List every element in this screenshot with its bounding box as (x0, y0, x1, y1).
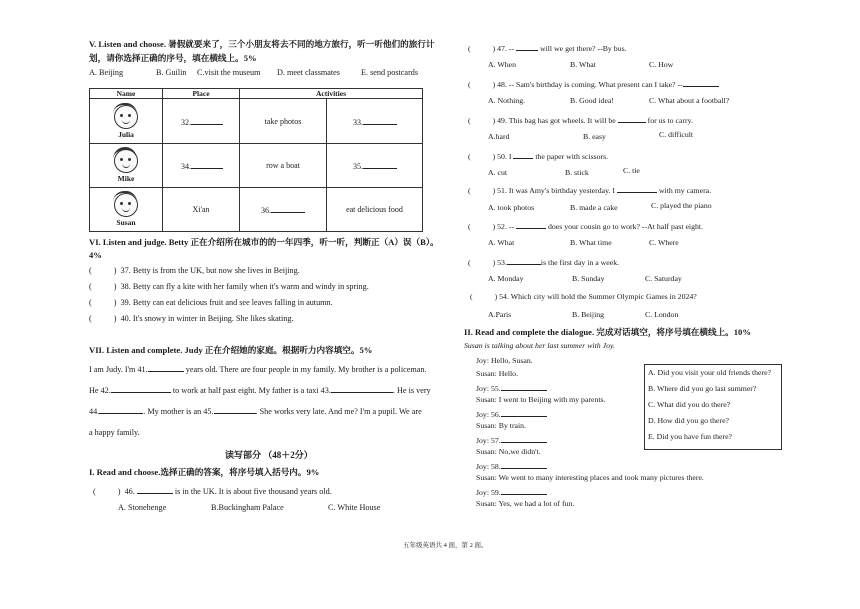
option: B. Beijing (572, 310, 605, 319)
text: to work at half past eight. My father is a taxi 43. (172, 386, 331, 395)
girl-avatar-icon (114, 105, 138, 129)
blank-35: 35. (353, 162, 363, 171)
answer-line[interactable] (513, 150, 533, 159)
option: B. Good idea! (570, 96, 614, 105)
text: Joy: 57. (476, 436, 501, 445)
section-5-title-cont: 划，请你选择正确的序号，填在横线上。5% (89, 53, 257, 63)
dialogue-line (476, 408, 547, 419)
answer-line[interactable] (617, 184, 657, 193)
text: with my camera. (658, 186, 712, 195)
option: B.Buckingham Palace (211, 503, 284, 512)
header-name: Name (90, 89, 163, 99)
option: B. What (570, 60, 596, 69)
text: 51. It was Amy's birthday yesterday. I (497, 186, 615, 195)
activities-table (89, 88, 423, 232)
text: 52. -- (497, 222, 515, 231)
answer-line[interactable] (111, 384, 171, 393)
blank-36: 36. (261, 206, 271, 215)
question-52: ( ) 52. -- does your cousin go to work? --At half past eight. (468, 222, 703, 231)
text: . She works very late. And me? I'm a pupil. We are (255, 407, 422, 416)
option: C. How (649, 60, 674, 69)
option: B. Sunday (572, 274, 605, 283)
box-option: D. How did you go there? (648, 416, 729, 425)
answer-line[interactable] (148, 363, 184, 372)
girl-avatar-icon (114, 193, 138, 217)
text: is the first day in a week. (540, 258, 620, 267)
option: A. What (488, 238, 515, 247)
question-49: ( ) 49. This bag has got wheels. It will be for us to carry. (468, 116, 693, 125)
text: 50. I (497, 152, 512, 161)
option: C. Saturday (645, 274, 682, 283)
activity-cell: row a boat (240, 144, 327, 188)
answer-line[interactable] (191, 160, 223, 169)
blank-34: 34. (181, 162, 191, 171)
option: A.hard (488, 132, 510, 141)
answer-line[interactable] (507, 256, 541, 265)
section-1-title: I. Read and choose.选择正确的答案，将序号填入括号内。9% (89, 467, 320, 477)
text: Joy: 58. (476, 462, 501, 471)
option: C. tie (623, 166, 640, 175)
dialogue-line (476, 486, 547, 497)
dialogue-intro: Susan is talking about her last summer with Joy. (464, 341, 615, 350)
boy-avatar-icon (114, 149, 138, 173)
student-cell (90, 99, 163, 144)
section-7-title: VII. Listen and complete. Judy 正在介绍她的家庭。根据听力内容填空。5% (89, 345, 373, 355)
student-name: Julia (118, 129, 134, 139)
paragraph-line (89, 405, 422, 416)
blank-33: 33. (353, 117, 363, 127)
option: C. What about a football? (649, 96, 730, 105)
text: 47. -- (497, 44, 515, 53)
place-cell: Xi'an (163, 188, 240, 232)
answer-line[interactable] (331, 384, 393, 393)
text: Joy: 55. (476, 384, 501, 393)
student-cell (90, 144, 163, 188)
dialogue-line: Susan: Hello. (476, 369, 519, 378)
answer-line[interactable] (516, 220, 546, 229)
question-47: ( ) 47. -- will we get there? --By bus. (468, 44, 627, 53)
text: for us to carry. (647, 116, 693, 125)
option: C. Where (649, 238, 679, 247)
item-text: 38. Betty can fly a kite with her family when it's warm and windy in spring. (120, 282, 369, 291)
text: I am Judy. I'm 41. (89, 365, 148, 374)
option: C. played the piano (651, 201, 712, 210)
dialogue-line: Susan: By train. (476, 421, 527, 430)
answer-line[interactable] (214, 405, 256, 414)
section-6-pct: 4% (89, 250, 102, 260)
activity-cell: eat delicious food (327, 188, 423, 232)
option: A. Monday (488, 274, 524, 283)
box-option: A. Did you visit your old friends there? (648, 368, 771, 377)
header-place: Place (163, 89, 240, 99)
student-cell (90, 188, 163, 232)
text: 48. -- Sam's birthday is coming. What present can I take? -- (497, 80, 683, 89)
answer-line[interactable] (501, 486, 547, 495)
text: 44. (89, 407, 100, 416)
option: A. cut (488, 168, 508, 177)
option: B. easy (583, 132, 606, 141)
paragraph-line: a happy family. (89, 428, 140, 437)
answer-line[interactable] (618, 114, 646, 123)
text: . My mother is an 45. (143, 407, 214, 416)
list-item: ( ) 38. Betty can fly a kite with her family when it's warm and windy in spring. (89, 282, 369, 291)
answer-line[interactable] (191, 116, 223, 125)
table-row (90, 99, 423, 144)
dialogue-line (476, 382, 547, 393)
student-name: Susan (116, 218, 136, 227)
list-item: ( ) 37. Betty is from the UK, but now she lives in Beijing. (89, 266, 300, 275)
section-5-title: V. Listen and choose. 暑假就要来了，三个小朋友将去不同的地方旅行，听一听他们的旅行计 (89, 39, 435, 49)
question-54: ( ) 54. Which city will hold the Summer Olympic Games in 2024? (470, 292, 697, 301)
item-text: 39. Betty can eat delicious fruit and see leaves falling in autumn. (120, 298, 333, 307)
answer-line[interactable] (501, 434, 547, 443)
question-51: ( ) 51. It was Amy's birthday yesterday. I with my camera. (468, 186, 712, 195)
text: 49. This bag has got wheels. It will be (497, 116, 616, 125)
option: B. What time (570, 238, 612, 247)
answer-line[interactable] (363, 116, 397, 125)
dialogue-line: Susan: Yes, we had a lot of fun. (476, 499, 575, 508)
answer-line[interactable] (137, 485, 173, 494)
answer-line[interactable] (683, 78, 719, 87)
question-48: ( ) 48. -- Sam's birthday is coming. What present can I take? -- (468, 78, 719, 89)
option: A.Paris (488, 310, 512, 319)
option: C. London (645, 310, 679, 319)
option-d: D. meet classmates (277, 68, 340, 77)
box-option: E. Did you have fun there? (648, 432, 733, 441)
option-a: A. Beijing (89, 68, 124, 77)
text: years old. There are four people in my family. My brother is a policeman. (185, 365, 427, 374)
activity-cell: take photos (240, 99, 327, 144)
option-e: E. send postcards (361, 68, 419, 77)
text: Joy: 59. (476, 488, 501, 497)
text: the paper with scissors. (535, 152, 609, 161)
option: B. stick (565, 168, 589, 177)
answer-line[interactable] (501, 460, 547, 469)
list-item: ( ) 39. Betty can eat delicious fruit and see leaves falling in autumn. (89, 298, 333, 307)
answer-options-box (644, 364, 782, 450)
dialogue-line: Susan: We went to many interesting places and took many pictures there. (476, 473, 704, 482)
option-b: B. Guilin (156, 68, 187, 77)
option: A. Nothing. (488, 96, 526, 105)
paragraph-line (89, 363, 427, 374)
answer-line[interactable] (501, 382, 547, 391)
text: 46. (124, 487, 135, 496)
dialogue-line (476, 434, 547, 445)
reading-writing-header: 读写部分 （48＋2分） (225, 450, 313, 460)
dialogue-line: Joy: Hello, Susan. (476, 356, 533, 365)
text: will we get there? --By bus. (539, 44, 627, 53)
answer-line[interactable] (363, 160, 397, 169)
section-6-title: VI. Listen and judge. Betty 正在介绍所在城市的的一年四季，听一听，判断正（A）误（B）。 (89, 237, 439, 247)
text: does your cousin go to work? --At half past eight. (547, 222, 703, 231)
box-option: C. What did you do there? (648, 400, 731, 409)
item-text: 37. Betty is from the UK, but now she lives in Beijing. (120, 266, 300, 275)
dialogue-line: Susan: I went to Beijing with my parents. (476, 395, 606, 404)
box-option: B. Where did you go last summer? (648, 384, 757, 393)
dialogue-line (476, 460, 547, 471)
section-2-title: II. Read and complete the dialogue. 完成对话填空，将序号填在横线上。10% (464, 327, 751, 337)
list-item: ( ) 40. It's snowy in winter in Beijing. She likes skating. (89, 314, 294, 323)
paragraph-line (89, 384, 431, 395)
text: . He is very (392, 386, 431, 395)
text: 53. (497, 258, 507, 267)
option: B. made a cake (570, 203, 618, 212)
table-row (90, 144, 423, 188)
text: Joy: 56. (476, 410, 501, 419)
header-activities: Activities (240, 89, 423, 99)
option: A. Stonehenge (118, 503, 167, 512)
blank-32: 32. (181, 117, 191, 127)
table-row (90, 188, 423, 232)
option: A. When (488, 60, 517, 69)
answer-line[interactable] (516, 42, 538, 51)
text: 54. Which city will hold the Summer Olympic Games in 2024? (499, 292, 697, 301)
student-name: Mike (117, 174, 135, 183)
question-50: ( ) 50. I the paper with scissors. (468, 152, 609, 161)
text: He 42. (89, 386, 111, 395)
answer-line[interactable] (271, 204, 305, 213)
question-46: ( ) 46. is in the UK. It is about five thousand years old. (93, 487, 332, 496)
item-text: 40. It's snowy in winter in Beijing. She likes skating. (120, 314, 294, 323)
text: is in the UK. It is about five thousand years old. (174, 487, 332, 496)
question-53: ( ) 53. is the first day in a week. (468, 258, 620, 267)
option: A. took photos (488, 203, 535, 212)
answer-line[interactable] (99, 405, 143, 414)
option-c: C.visit the museum (197, 68, 261, 77)
dialogue-line: Susan: No,we didn't. (476, 447, 541, 456)
page-footer: 五年级英语共 4 面，第 2 面。 (403, 542, 488, 549)
option: C. White House (328, 503, 381, 512)
answer-line[interactable] (501, 408, 547, 417)
option: C. difficult (659, 130, 694, 139)
